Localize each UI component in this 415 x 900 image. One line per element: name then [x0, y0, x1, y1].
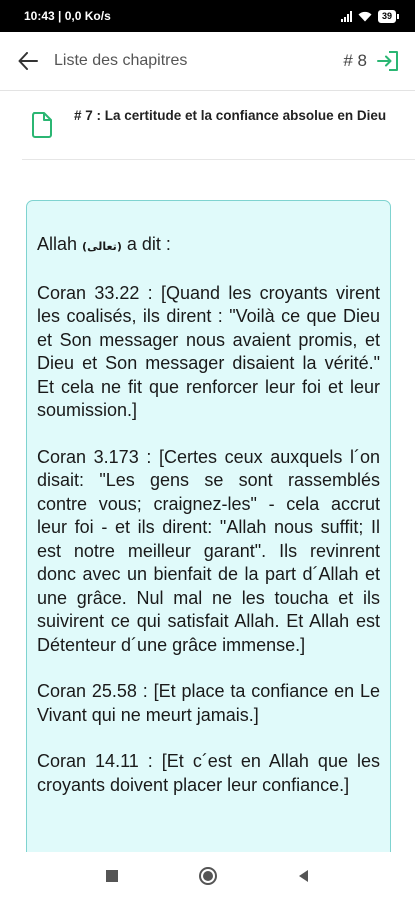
header-divider [0, 90, 415, 91]
arrow-left-icon [18, 52, 38, 70]
verse-paragraph: Coran 14.11 : [Et c´est en Allah que les croyants doivent placer leur confiance.] [37, 751, 380, 795]
next-chapter-button[interactable] [375, 48, 401, 74]
wifi-icon [358, 11, 372, 22]
battery-icon [378, 10, 399, 23]
status-time: 10:43 | 0,0 Ko/s [24, 9, 111, 23]
status-bar [0, 0, 415, 32]
verse-paragraph: Coran 33.22 : [Quand les croyants virent les coalisés, ils dirent : "Voilà ce que Dieu et Son messager nous avaient promis, et Dieu et Son messager disaient la vérité." Et cela ne fit que renforcer leur foi et leur soumission.] [37, 282, 380, 420]
chapter-title: # 7 : La certitude et la confiance absolue en Dieu [74, 108, 387, 123]
verse-paragraph: Coran 25.58 : [Et place ta confiance en Le Vivant qui ne meurt jamais.] [37, 681, 380, 725]
status-icons [341, 10, 399, 23]
current-chapter-number: # 8 [343, 51, 367, 70]
intro-suffix: a dit : [121, 234, 171, 254]
home-button[interactable] [196, 864, 220, 888]
intro-arabic: (تعالى) [82, 240, 122, 253]
verse-paragraph: Coran 3.173 : [Certes ceux auxquels l´on disait: "Les gens se sont rassemblés contre vous; craignez-les" - cela accrut leur foi - et ils dirent: "Allah nous suffit; Il est notre meilleur garant". Ils revinrent donc avec un bienfait de la part d´Allah et une grâce. Nul mal ne les toucha et ils suivirent ce qui satisfait Allah. Et Allah est Détenteur d´une grâce immense.] [37, 446, 380, 655]
battery-level: 39 [378, 10, 396, 23]
back-button[interactable] [14, 47, 42, 75]
recents-button[interactable] [100, 864, 124, 888]
intro-line [37, 233, 380, 259]
system-nav-bar [0, 852, 415, 900]
document-icon [30, 111, 54, 139]
chapter-divider [22, 159, 415, 160]
signal-icon [341, 11, 352, 22]
chapter-list-link[interactable]: Liste des chapitres [54, 52, 188, 69]
triangle-left-icon [297, 869, 311, 883]
chapter-heading [0, 97, 415, 159]
circle-icon [199, 867, 217, 885]
intro-prefix: Allah [37, 234, 78, 254]
square-icon [106, 870, 118, 882]
hadith-content-card [26, 200, 391, 860]
system-back-button[interactable] [292, 864, 316, 888]
exit-arrow-icon [376, 50, 400, 72]
app-bar [0, 32, 415, 90]
